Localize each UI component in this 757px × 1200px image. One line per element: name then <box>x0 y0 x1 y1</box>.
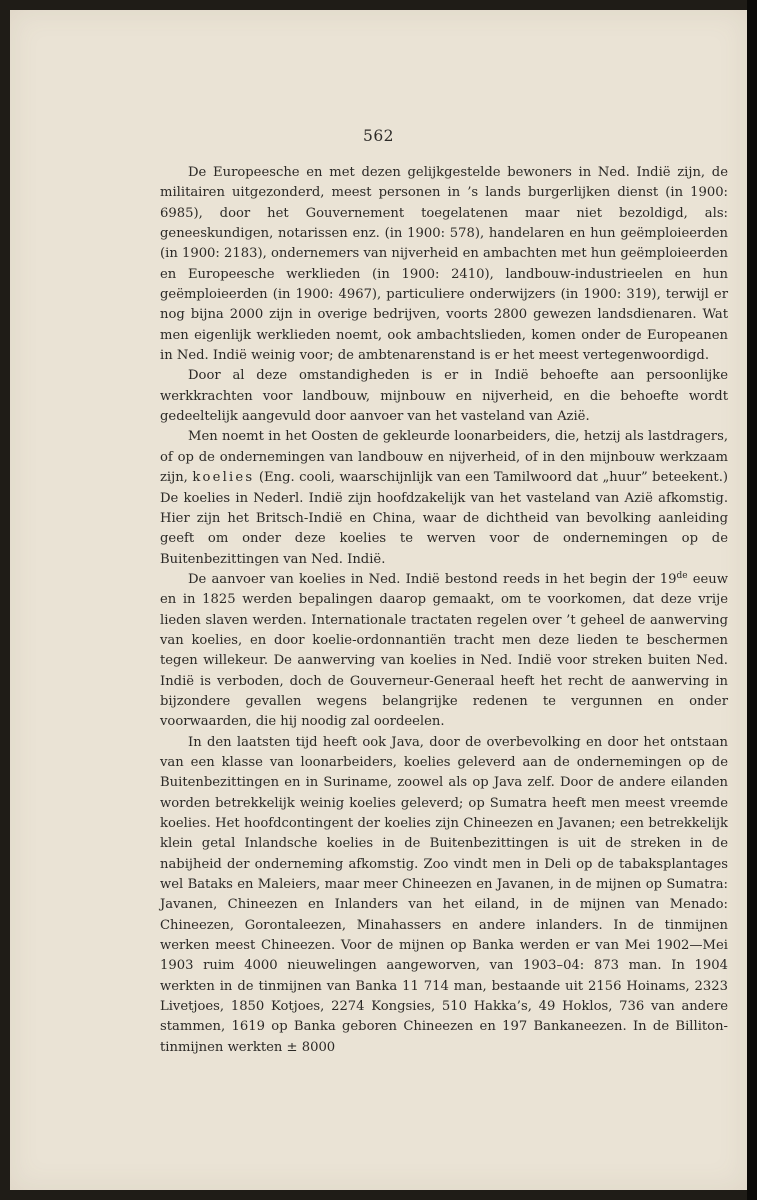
paragraph-5: In den laatsten tijd heeft ook Java, door de overbevolking en door het ontstaan van een klasse van loonarbeiders, koelies geleverd aan de ondernemingen op de Buitenbezittingen en in Suriname, zoowel als op Java zelf. Door de andere eilanden worden betrekkelijk weinig koelies geleverd; op Sumatra heeft men meest vreemde koelies. Het hoofdcontingent der koelies zijn Chineezen en Javanen; een betrekkelijk klein getal Inlandsche koelies in de Buitenbezittingen is uit de streken in de nabijheid der onderneming afkomstig. Zoo vindt men in Deli op de tabaksplantages wel Bataks en Maleiers, maar meer Chineezen en Javanen, in de mijnen op Sumatra: Javanen, Chineezen en Inlanders van het eiland, in de mijnen van Menado: Chineezen, Gorontaleezen, Minahassers en andere inlanders. In de tinmijnen werken meest Chineezen. Voor de mijnen op Banka werden er van Mei 1902—Mei 1903 ruim 4000 nieuwelingen aangeworven, van 1903–04: 873 man. In 1904 werkten in de tinmijnen van Banka 11 714 man, bestaande uit 2156 Hoinams, 2323 Livetjoes, 1850 Kotjoes, 2274 Kongsies, 510 Hakka’s, 49 Hoklos, 736 van andere stammen, 1619 op Banka geboren Chineezen en 197 Bankaneezen. In de Billiton-tinmijnen werkten ± 8000 <box>160 734 728 1055</box>
paragraph-2: Door al deze omstandigheden is er in Indië behoefte aan persoonlijke werkkrachten voor landbouw, mijnbouw en nijverheid, en die behoefte wordt gedeeltelijk aangevuld door aanvoer van het vasteland van Azië. <box>160 368 728 425</box>
paragraph-1: De Europeesche en met dezen gelijkgestelde bewoners in Ned. Indië zijn, de militairen uitgezonderd, meest personen in ’s lands burgerlijken dienst (in 1900: 6985), door het Gouvernement toegelatenen maar niet bezoldigd, als: geneeskundigen, notarissen enz. (in 1900: 578), handelaren en hun geëmploieerden (in 1900: 2183), ondernemers van nijverheid en ambachten met hun geëmploieerden en Europeesche werklieden (in 1900: 2410), landbouw-industrieelen en hun geëmploieerden (in 1900: 4967), particuliere onderwijzers (in 1900: 319), terwijl er nog bijna 2000 zijn in overige bedrijven, voorts 2800 gewezen landsdienaren. Wat men eigenlijk werklieden noemt, ook ambachtslieden, komen onder de Europeanen in Ned. Indië weinig voor; de ambtenarenstand is er het meest vertegenwoordigd. <box>160 165 728 364</box>
ordinal-superscript: de <box>676 570 688 581</box>
paragraph-3-part-2: (Eng. cooli, waarschijnlijk van een Tamilwoord dat „huur” beteekent.) De koelies in Nederl. Indië zijn hoofdzakelijk van het vasteland van Azië afkomstig. Hier zijn het Britsch-Indië en China, waar de dichtheid van bevolking aanleiding geeft om onder deze koelies te werven voor de ondernemingen op de Buitenbezittingen van Ned. Indië. <box>160 470 728 567</box>
scan-edge <box>747 0 757 1200</box>
emphasis-koelies: koelies <box>192 470 255 486</box>
paragraph-3 <box>160 427 728 569</box>
body-text <box>160 163 728 1058</box>
page-number: 562 <box>362 127 395 145</box>
paragraph-4-part-2: eeuw en in 1825 werden bepalingen daarop gemaakt, om te voorkomen, dat deze vrije lieden slaven werden. Internationale tractaten regelen over ’t geheel de aanwerving van koelies, en door koelie-ordonnantiën tracht men deze lieden te beschermen tegen willekeur. De aanwerving van koelies in Ned. Indië voor streken buiten Ned. Indië is verboden, doch de Gouverneur-Generaal heeft het recht de aanwerving in bijzondere gevallen wegens belangrijke redenen te vergunnen en onder voorwaarden, die hij noodig zal oordeelen. <box>160 571 728 730</box>
book-page <box>10 10 747 1190</box>
paragraph-4-part-1: De aanvoer van koelies in Ned. Indië bestond reeds in het begin der 19 <box>188 571 677 587</box>
paragraph-4 <box>160 570 728 733</box>
paragraph-3-part-1: Men noemt in het Oosten de gekleurde loonarbeiders, die, hetzij als lastdragers, of op de ondernemingen van landbouw en nijverheid, of in den mijnbouw werkzaam zijn, <box>160 429 728 486</box>
